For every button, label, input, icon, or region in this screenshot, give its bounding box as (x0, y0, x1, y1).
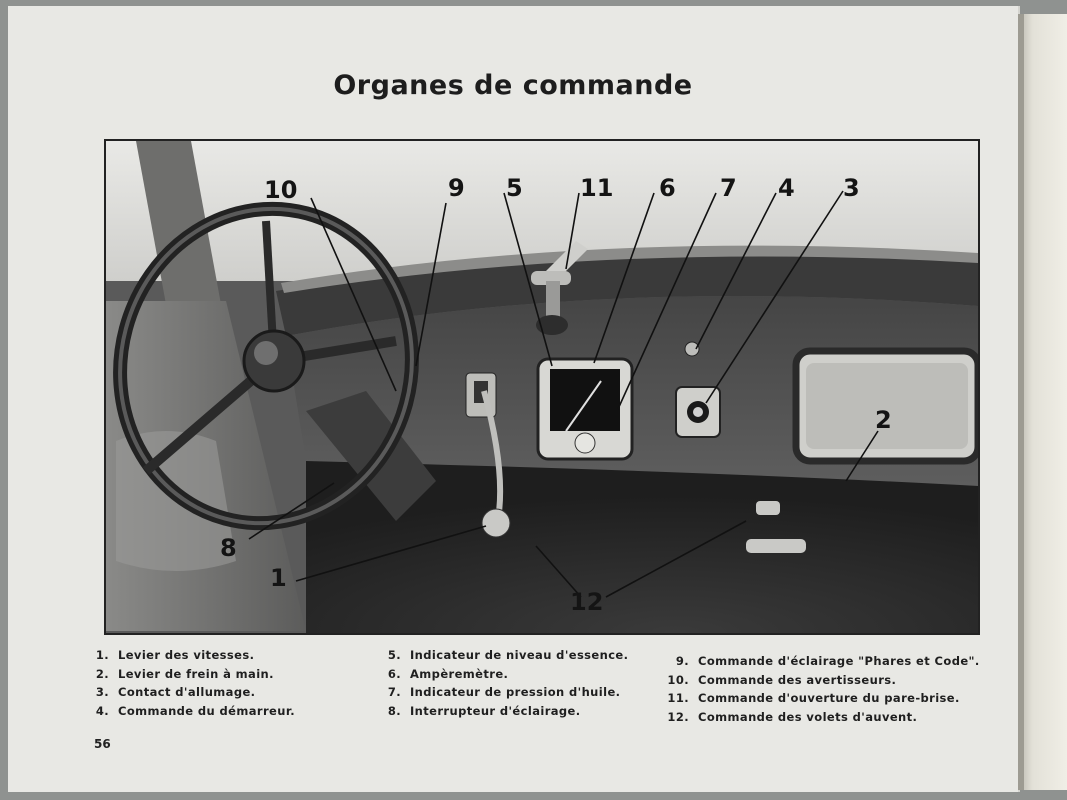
page-number: 56 (94, 737, 111, 751)
callout-3: 3 (843, 174, 860, 202)
legend-item: 12. Commande des volets d'auvent. (667, 709, 918, 724)
dashboard-illustration (106, 141, 978, 633)
callout-9: 9 (448, 174, 465, 202)
legend-item: 3. Contact d'allumage. (95, 685, 256, 699)
adjacent-page-edge (1018, 14, 1067, 790)
callout-6: 6 (659, 174, 676, 202)
callout-4: 4 (778, 174, 795, 202)
starter-knob (685, 342, 699, 356)
handbrake (746, 539, 806, 553)
callout-1: 1 (270, 564, 287, 592)
legend-item: 5. Indicateur de niveau d'essence. (387, 648, 629, 662)
legend-item: 9. Commande d'éclairage "Phares et Code". (675, 654, 980, 668)
manual-page (8, 6, 1018, 792)
callout-10: 10 (264, 176, 298, 204)
callout-8: 8 (220, 534, 237, 562)
legend-item: 11. Commande d'ouverture du pare-brise. (667, 691, 960, 705)
callout-5: 5 (506, 174, 523, 202)
callout-11: 11 (580, 174, 614, 202)
legend-item: 1. Levier des vitesses. (95, 648, 255, 662)
legend-column-3 (667, 654, 980, 728)
legend-item: 4. Commande du démarreur. (95, 703, 296, 718)
legend-item: 10. Commande des avertisseurs. (667, 672, 897, 687)
legend-column-2 (379, 648, 628, 722)
legend-column-1 (87, 648, 295, 722)
legend-item: 8. Interrupteur d'éclairage. (387, 703, 581, 718)
callout-7: 7 (720, 174, 737, 202)
legend-item: 7. Indicateur de pression d'huile. (387, 685, 621, 699)
page-gutter (1018, 14, 1024, 790)
legend-item: 6. Ampèremètre. (387, 666, 509, 681)
page-title: Organes de commande (333, 70, 693, 101)
callout-12: 12 (570, 588, 604, 616)
callout-2: 2 (875, 406, 892, 434)
legend-item: 2. Levier de frein à main. (95, 666, 274, 681)
